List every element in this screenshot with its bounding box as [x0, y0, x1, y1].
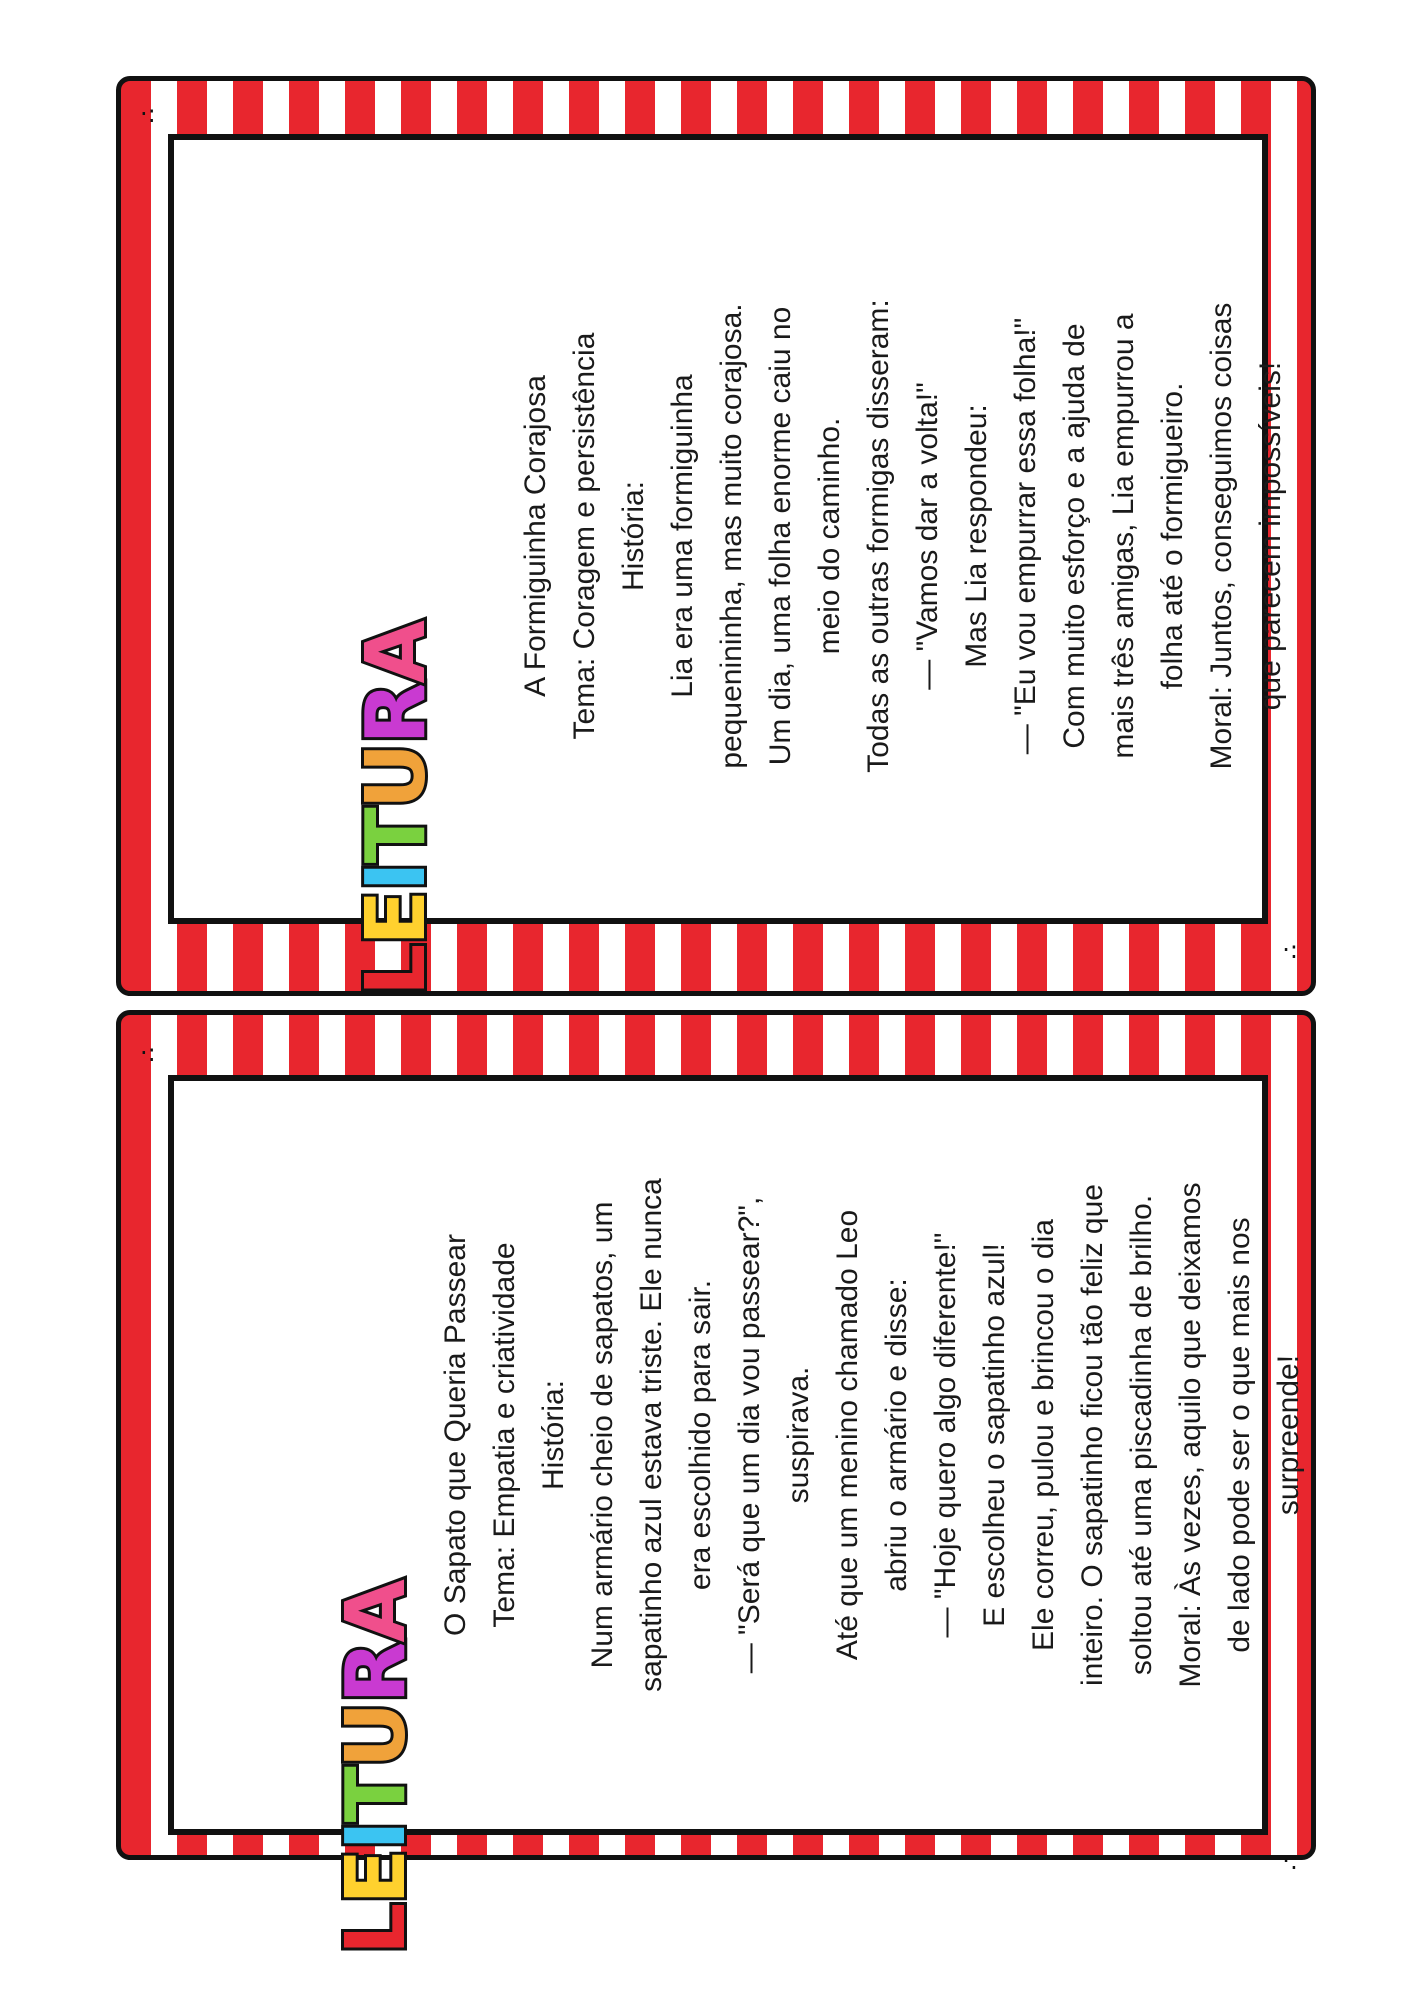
story-line: pequenininha, mas muito corajosa.: [715, 303, 748, 769]
story-line: era escolhido para sair.: [684, 1279, 717, 1591]
story-line: Até que um menino chamado Leo: [831, 1209, 864, 1661]
story-line: abriu o armário e disse:: [880, 1278, 913, 1592]
title-letter: A: [349, 622, 444, 684]
title-letter: L: [329, 1904, 424, 1955]
card-title-leitura: [349, 622, 444, 996]
story-heading: História:: [617, 480, 650, 592]
story-text: [431, 915, 1313, 1955]
title-letter: U: [329, 1703, 424, 1769]
story-line: Um dia, uma folha enorme caiu no: [764, 306, 797, 766]
story-line: — "Eu vou empurrar essa folha!": [1009, 317, 1042, 755]
story-line: soltou até uma piscadinha de brilho.: [1125, 1194, 1158, 1676]
story-line: Com muito esforço e a ajuda de: [1058, 323, 1091, 749]
decor-dots-icon: ·:: [140, 100, 156, 128]
story-line: Mas Lia respondeu:: [960, 404, 993, 668]
story-line: suspirava.: [782, 1366, 815, 1504]
story-title: O Sapato que Queria Passear: [439, 1234, 472, 1636]
story-text: [511, 16, 1295, 1056]
story-theme: Tema: Empatia e criatividade: [488, 1242, 521, 1628]
title-letter: E: [349, 891, 444, 946]
decor-dots-icon: ·:: [140, 1039, 156, 1067]
story-line: Lia era uma formiguinha: [666, 374, 699, 698]
card-title-leitura: [329, 1581, 424, 1955]
story-line: de lado pode ser o que mais nos: [1223, 1217, 1256, 1653]
story-line: — "Vamos dar a volta!": [911, 382, 944, 690]
title-letter: I: [349, 863, 444, 892]
story-card-formiguinha: [116, 76, 1316, 996]
story-line: meio do caminho.: [813, 417, 846, 655]
title-letter: T: [329, 1768, 424, 1823]
title-letter: U: [349, 744, 444, 810]
story-line: Num armário cheio de sapatos, um: [586, 1201, 619, 1669]
story-line: sapatinho azul estava triste. Ele nunca: [635, 1178, 668, 1692]
story-line: Ele correu, pulou e brincou o dia: [1027, 1219, 1060, 1651]
story-line: — "Será que um dia vou passear?",: [733, 1196, 766, 1674]
story-title: A Formiguinha Corajosa: [519, 375, 552, 697]
title-letter: T: [349, 809, 444, 864]
story-card-sapato: [116, 1010, 1316, 1955]
story-line: E escolheu o sapatinho azul!: [978, 1243, 1011, 1627]
title-letter: E: [329, 1850, 424, 1905]
story-theme: Tema: Coragem e persistência: [568, 332, 601, 740]
title-letter: I: [329, 1822, 424, 1851]
story-moral: Moral: Às vezes, aquilo que deixamos: [1174, 1182, 1207, 1688]
story-heading: História:: [537, 1379, 570, 1491]
title-letter: L: [349, 945, 444, 996]
story-line: — "Hoje quero algo diferente!": [929, 1232, 962, 1638]
title-letter: R: [349, 683, 444, 745]
decor-dots-icon: ·:: [1282, 936, 1298, 964]
title-letter: A: [329, 1581, 424, 1643]
decor-dots-icon: ·:: [1282, 1847, 1298, 1875]
story-line: surpreende!: [1272, 1354, 1305, 1516]
story-line: mais três amigas, Lia empurrou a: [1107, 313, 1140, 759]
story-line: inteiro. O sapatinho ficou tão feliz que: [1076, 1184, 1109, 1686]
story-line: folha até o formigueiro.: [1156, 382, 1189, 690]
story-line: que parecem impossíveis!: [1254, 361, 1287, 711]
story-moral: Moral: Juntos, conseguimos coisas: [1205, 302, 1238, 770]
title-letter: R: [329, 1642, 424, 1704]
story-line: Todas as outras formigas disseram:: [862, 299, 895, 773]
